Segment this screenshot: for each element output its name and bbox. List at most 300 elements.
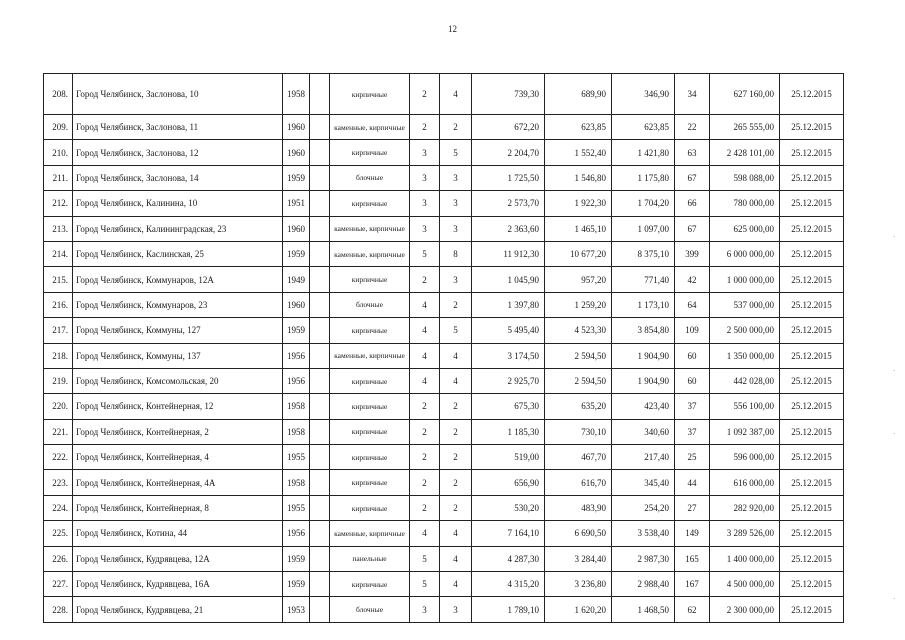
living-area-cell: 1 552,40 <box>545 140 612 165</box>
residential-area-cell: 1 173,10 <box>612 292 675 317</box>
blank-cell <box>310 241 330 266</box>
blank-cell <box>310 292 330 317</box>
floors-cell: 4 <box>410 368 440 393</box>
address-cell: Город Челябинск, Каслинская, 25 <box>73 241 283 266</box>
date-cell: 25.12.2015 <box>780 495 844 520</box>
floors-cell: 3 <box>410 191 440 216</box>
total-area-cell: 7 164,10 <box>472 521 545 546</box>
total-area-cell: 739,30 <box>472 74 545 115</box>
blank-cell <box>310 546 330 571</box>
living-area-cell: 1 259,20 <box>545 292 612 317</box>
residents-cell: 167 <box>675 572 710 597</box>
row-number: 211. <box>44 165 73 190</box>
year-cell: 1951 <box>283 191 310 216</box>
residential-area-cell: 3 854,80 <box>612 318 675 343</box>
address-cell: Город Челябинск, Коммунаров, 23 <box>73 292 283 317</box>
material-cell: блочные <box>330 165 410 190</box>
total-area-cell: 4 287,30 <box>472 546 545 571</box>
residential-area-cell: 345,40 <box>612 470 675 495</box>
cost-cell: 598 088,00 <box>710 165 780 190</box>
entrances-cell: 2 <box>440 394 472 419</box>
table-row <box>44 318 844 343</box>
living-area-cell: 3 284,40 <box>545 546 612 571</box>
table-row <box>44 216 844 241</box>
date-cell: 25.12.2015 <box>780 546 844 571</box>
entrances-cell: 3 <box>440 165 472 190</box>
table-row <box>44 241 844 266</box>
year-cell: 1960 <box>283 115 310 140</box>
floors-cell: 4 <box>410 292 440 317</box>
blank-cell <box>310 165 330 190</box>
material-cell: каменные, кирпичные <box>330 343 410 368</box>
address-cell: Город Челябинск, Заслонова, 14 <box>73 165 283 190</box>
floors-cell: 2 <box>410 115 440 140</box>
material-cell: каменные, кирпичные <box>330 521 410 546</box>
residents-cell: 399 <box>675 241 710 266</box>
total-area-cell: 530,20 <box>472 495 545 520</box>
table-row <box>44 191 844 216</box>
table-row <box>44 74 844 115</box>
residents-cell: 22 <box>675 115 710 140</box>
entrances-cell: 3 <box>440 597 472 622</box>
address-cell: Город Челябинск, Калининградская, 23 <box>73 216 283 241</box>
floors-cell: 3 <box>410 165 440 190</box>
material-cell: кирпичные <box>330 140 410 165</box>
year-cell: 1958 <box>283 470 310 495</box>
living-area-cell: 10 677,20 <box>545 241 612 266</box>
entrances-cell: 5 <box>440 318 472 343</box>
residential-area-cell: 1 421,80 <box>612 140 675 165</box>
floors-cell: 5 <box>410 572 440 597</box>
living-area-cell: 6 690,50 <box>545 521 612 546</box>
row-number: 209. <box>44 115 73 140</box>
cost-cell: 537 000,00 <box>710 292 780 317</box>
blank-cell <box>310 445 330 470</box>
entrances-cell: 4 <box>440 343 472 368</box>
residents-cell: 66 <box>675 191 710 216</box>
scan-edge-mark: · <box>893 233 896 241</box>
row-number: 210. <box>44 140 73 165</box>
cost-cell: 1 400 000,00 <box>710 546 780 571</box>
year-cell: 1956 <box>283 343 310 368</box>
residential-area-cell: 217,40 <box>612 445 675 470</box>
blank-cell <box>310 74 330 115</box>
residents-cell: 37 <box>675 394 710 419</box>
entrances-cell: 2 <box>440 292 472 317</box>
scan-edge-mark: · <box>893 430 896 438</box>
total-area-cell: 2 204,70 <box>472 140 545 165</box>
residential-area-cell: 340,60 <box>612 419 675 444</box>
cost-cell: 2 300 000,00 <box>710 597 780 622</box>
date-cell: 25.12.2015 <box>780 368 844 393</box>
date-cell: 25.12.2015 <box>780 445 844 470</box>
total-area-cell: 2 925,70 <box>472 368 545 393</box>
row-number: 221. <box>44 419 73 444</box>
blank-cell <box>310 115 330 140</box>
address-cell: Город Челябинск, Контейнерная, 8 <box>73 495 283 520</box>
total-area-cell: 11 912,30 <box>472 241 545 266</box>
total-area-cell: 519,00 <box>472 445 545 470</box>
date-cell: 25.12.2015 <box>780 165 844 190</box>
address-cell: Город Челябинск, Кудрявцева, 16А <box>73 572 283 597</box>
address-cell: Город Челябинск, Контейнерная, 4 <box>73 445 283 470</box>
living-area-cell: 2 594,50 <box>545 368 612 393</box>
material-cell: кирпичные <box>330 74 410 115</box>
living-area-cell: 4 523,30 <box>545 318 612 343</box>
entrances-cell: 5 <box>440 140 472 165</box>
living-area-cell: 623,85 <box>545 115 612 140</box>
blank-cell <box>310 216 330 241</box>
residential-area-cell: 1 175,80 <box>612 165 675 190</box>
address-cell: Город Челябинск, Заслонова, 10 <box>73 74 283 115</box>
residents-cell: 34 <box>675 74 710 115</box>
material-cell: кирпичные <box>330 495 410 520</box>
date-cell: 25.12.2015 <box>780 292 844 317</box>
row-number: 228. <box>44 597 73 622</box>
scan-edge-mark: · <box>893 595 896 603</box>
floors-cell: 2 <box>410 445 440 470</box>
cost-cell: 616 000,00 <box>710 470 780 495</box>
address-cell: Город Челябинск, Заслонова, 11 <box>73 115 283 140</box>
material-cell: кирпичные <box>330 191 410 216</box>
floors-cell: 2 <box>410 495 440 520</box>
address-cell: Город Челябинск, Контейнерная, 2 <box>73 419 283 444</box>
entrances-cell: 4 <box>440 572 472 597</box>
material-cell: кирпичные <box>330 394 410 419</box>
table-row <box>44 521 844 546</box>
table-row <box>44 115 844 140</box>
floors-cell: 2 <box>410 267 440 292</box>
blank-cell <box>310 343 330 368</box>
material-cell: кирпичные <box>330 267 410 292</box>
page-number: 12 <box>448 24 457 34</box>
row-number: 225. <box>44 521 73 546</box>
year-cell: 1956 <box>283 521 310 546</box>
living-area-cell: 3 236,80 <box>545 572 612 597</box>
table-body <box>44 74 844 623</box>
blank-cell <box>310 419 330 444</box>
row-number: 215. <box>44 267 73 292</box>
cost-cell: 4 500 000,00 <box>710 572 780 597</box>
date-cell: 25.12.2015 <box>780 241 844 266</box>
total-area-cell: 3 174,50 <box>472 343 545 368</box>
entrances-cell: 4 <box>440 74 472 115</box>
date-cell: 25.12.2015 <box>780 267 844 292</box>
year-cell: 1956 <box>283 368 310 393</box>
total-area-cell: 1 185,30 <box>472 419 545 444</box>
blank-cell <box>310 521 330 546</box>
year-cell: 1958 <box>283 419 310 444</box>
cost-cell: 282 920,00 <box>710 495 780 520</box>
residents-cell: 165 <box>675 546 710 571</box>
year-cell: 1960 <box>283 292 310 317</box>
table-row <box>44 572 844 597</box>
living-area-cell: 1 922,30 <box>545 191 612 216</box>
address-cell: Город Челябинск, Кудрявцева, 21 <box>73 597 283 622</box>
address-cell: Город Челябинск, Коммунаров, 12А <box>73 267 283 292</box>
residents-cell: 64 <box>675 292 710 317</box>
residents-cell: 67 <box>675 165 710 190</box>
total-area-cell: 1 045,90 <box>472 267 545 292</box>
address-cell: Город Челябинск, Заслонова, 12 <box>73 140 283 165</box>
material-cell: кирпичные <box>330 419 410 444</box>
residential-area-cell: 1 904,90 <box>612 368 675 393</box>
cost-cell: 625 000,00 <box>710 216 780 241</box>
date-cell: 25.12.2015 <box>780 521 844 546</box>
entrances-cell: 4 <box>440 521 472 546</box>
entrances-cell: 2 <box>440 115 472 140</box>
cost-cell: 3 289 526,00 <box>710 521 780 546</box>
residential-area-cell: 8 375,10 <box>612 241 675 266</box>
residential-area-cell: 623,85 <box>612 115 675 140</box>
table-row <box>44 368 844 393</box>
cost-cell: 1 092 387,00 <box>710 419 780 444</box>
residential-area-cell: 346,90 <box>612 74 675 115</box>
address-cell: Город Челябинск, Калинина, 10 <box>73 191 283 216</box>
total-area-cell: 5 495,40 <box>472 318 545 343</box>
material-cell: кирпичные <box>330 318 410 343</box>
residential-area-cell: 771,40 <box>612 267 675 292</box>
living-area-cell: 2 594,50 <box>545 343 612 368</box>
material-cell: кирпичные <box>330 445 410 470</box>
year-cell: 1958 <box>283 394 310 419</box>
total-area-cell: 672,20 <box>472 115 545 140</box>
residents-cell: 37 <box>675 419 710 444</box>
date-cell: 25.12.2015 <box>780 394 844 419</box>
scan-edge-mark: · <box>893 367 896 375</box>
entrances-cell: 3 <box>440 216 472 241</box>
residents-cell: 60 <box>675 368 710 393</box>
year-cell: 1959 <box>283 546 310 571</box>
living-area-cell: 730,10 <box>545 419 612 444</box>
date-cell: 25.12.2015 <box>780 419 844 444</box>
year-cell: 1959 <box>283 572 310 597</box>
total-area-cell: 1 397,80 <box>472 292 545 317</box>
row-number: 222. <box>44 445 73 470</box>
material-cell: кирпичные <box>330 572 410 597</box>
blank-cell <box>310 597 330 622</box>
living-area-cell: 1 620,20 <box>545 597 612 622</box>
blank-cell <box>310 470 330 495</box>
entrances-cell: 4 <box>440 546 472 571</box>
living-area-cell: 689,90 <box>545 74 612 115</box>
floors-cell: 5 <box>410 241 440 266</box>
row-number: 219. <box>44 368 73 393</box>
date-cell: 25.12.2015 <box>780 216 844 241</box>
address-cell: Город Челябинск, Кудрявцева, 12А <box>73 546 283 571</box>
row-number: 217. <box>44 318 73 343</box>
floors-cell: 2 <box>410 74 440 115</box>
date-cell: 25.12.2015 <box>780 343 844 368</box>
date-cell: 25.12.2015 <box>780 597 844 622</box>
residential-area-cell: 1 097,00 <box>612 216 675 241</box>
row-number: 212. <box>44 191 73 216</box>
total-area-cell: 675,30 <box>472 394 545 419</box>
total-area-cell: 4 315,20 <box>472 572 545 597</box>
row-number: 224. <box>44 495 73 520</box>
row-number: 226. <box>44 546 73 571</box>
floors-cell: 3 <box>410 140 440 165</box>
table-row <box>44 445 844 470</box>
material-cell: кирпичные <box>330 470 410 495</box>
row-number: 220. <box>44 394 73 419</box>
cost-cell: 1 000 000,00 <box>710 267 780 292</box>
blank-cell <box>310 318 330 343</box>
floors-cell: 4 <box>410 318 440 343</box>
row-number: 223. <box>44 470 73 495</box>
residential-area-cell: 254,20 <box>612 495 675 520</box>
table-row <box>44 546 844 571</box>
cost-cell: 596 000,00 <box>710 445 780 470</box>
table-row <box>44 267 844 292</box>
entrances-cell: 4 <box>440 368 472 393</box>
residential-area-cell: 3 538,40 <box>612 521 675 546</box>
residents-cell: 67 <box>675 216 710 241</box>
residents-cell: 60 <box>675 343 710 368</box>
date-cell: 25.12.2015 <box>780 191 844 216</box>
total-area-cell: 2 363,60 <box>472 216 545 241</box>
year-cell: 1960 <box>283 140 310 165</box>
residents-cell: 42 <box>675 267 710 292</box>
date-cell: 25.12.2015 <box>780 318 844 343</box>
cost-cell: 627 160,00 <box>710 74 780 115</box>
material-cell: кирпичные <box>330 368 410 393</box>
total-area-cell: 1 725,50 <box>472 165 545 190</box>
material-cell: каменные, кирпичные <box>330 216 410 241</box>
year-cell: 1960 <box>283 216 310 241</box>
year-cell: 1955 <box>283 495 310 520</box>
year-cell: 1955 <box>283 445 310 470</box>
row-number: 216. <box>44 292 73 317</box>
table-row <box>44 343 844 368</box>
cost-cell: 442 028,00 <box>710 368 780 393</box>
residential-area-cell: 1 468,50 <box>612 597 675 622</box>
year-cell: 1959 <box>283 241 310 266</box>
floors-cell: 3 <box>410 597 440 622</box>
blank-cell <box>310 140 330 165</box>
row-number: 227. <box>44 572 73 597</box>
floors-cell: 2 <box>410 470 440 495</box>
address-cell: Город Челябинск, Контейнерная, 4А <box>73 470 283 495</box>
residential-area-cell: 423,40 <box>612 394 675 419</box>
table-row <box>44 495 844 520</box>
floors-cell: 4 <box>410 343 440 368</box>
cost-cell: 780 000,00 <box>710 191 780 216</box>
entrances-cell: 2 <box>440 495 472 520</box>
blank-cell <box>310 368 330 393</box>
living-area-cell: 957,20 <box>545 267 612 292</box>
residential-area-cell: 1 704,20 <box>612 191 675 216</box>
residential-area-cell: 2 988,40 <box>612 572 675 597</box>
entrances-cell: 2 <box>440 445 472 470</box>
residents-cell: 62 <box>675 597 710 622</box>
date-cell: 25.12.2015 <box>780 140 844 165</box>
address-cell: Город Челябинск, Контейнерная, 12 <box>73 394 283 419</box>
table-row <box>44 140 844 165</box>
table-row <box>44 419 844 444</box>
year-cell: 1958 <box>283 74 310 115</box>
address-cell: Город Челябинск, Котина, 44 <box>73 521 283 546</box>
entrances-cell: 2 <box>440 419 472 444</box>
cost-cell: 6 000 000,00 <box>710 241 780 266</box>
blank-cell <box>310 495 330 520</box>
residents-cell: 44 <box>675 470 710 495</box>
cost-cell: 2 428 101,00 <box>710 140 780 165</box>
total-area-cell: 656,90 <box>472 470 545 495</box>
total-area-cell: 1 789,10 <box>472 597 545 622</box>
blank-cell <box>310 191 330 216</box>
residential-area-cell: 2 987,30 <box>612 546 675 571</box>
living-area-cell: 635,20 <box>545 394 612 419</box>
residents-cell: 63 <box>675 140 710 165</box>
blank-cell <box>310 267 330 292</box>
material-cell: блочные <box>330 292 410 317</box>
residents-cell: 109 <box>675 318 710 343</box>
blank-cell <box>310 394 330 419</box>
residents-cell: 27 <box>675 495 710 520</box>
material-cell: блочные <box>330 597 410 622</box>
housing-register-table <box>43 73 844 623</box>
cost-cell: 1 350 000,00 <box>710 343 780 368</box>
cost-cell: 265 555,00 <box>710 115 780 140</box>
address-cell: Город Челябинск, Коммуны, 137 <box>73 343 283 368</box>
floors-cell: 3 <box>410 216 440 241</box>
date-cell: 25.12.2015 <box>780 572 844 597</box>
material-cell: каменные, кирпичные <box>330 115 410 140</box>
table-row <box>44 597 844 622</box>
year-cell: 1959 <box>283 318 310 343</box>
row-number: 214. <box>44 241 73 266</box>
year-cell: 1953 <box>283 597 310 622</box>
address-cell: Город Челябинск, Коммуны, 127 <box>73 318 283 343</box>
residential-area-cell: 1 904,90 <box>612 343 675 368</box>
year-cell: 1949 <box>283 267 310 292</box>
floors-cell: 2 <box>410 394 440 419</box>
entrances-cell: 8 <box>440 241 472 266</box>
table-row <box>44 394 844 419</box>
date-cell: 25.12.2015 <box>780 470 844 495</box>
living-area-cell: 483,90 <box>545 495 612 520</box>
row-number: 208. <box>44 74 73 115</box>
row-number: 218. <box>44 343 73 368</box>
year-cell: 1959 <box>283 165 310 190</box>
residents-cell: 149 <box>675 521 710 546</box>
table-row <box>44 165 844 190</box>
total-area-cell: 2 573,70 <box>472 191 545 216</box>
address-cell: Город Челябинск, Комсомольская, 20 <box>73 368 283 393</box>
blank-cell <box>310 572 330 597</box>
residents-cell: 25 <box>675 445 710 470</box>
entrances-cell: 3 <box>440 191 472 216</box>
living-area-cell: 1 546,80 <box>545 165 612 190</box>
cost-cell: 2 500 000,00 <box>710 318 780 343</box>
living-area-cell: 616,70 <box>545 470 612 495</box>
floors-cell: 4 <box>410 521 440 546</box>
material-cell: панельные <box>330 546 410 571</box>
table-row <box>44 470 844 495</box>
floors-cell: 2 <box>410 419 440 444</box>
cost-cell: 556 100,00 <box>710 394 780 419</box>
material-cell: каменные, кирпичные <box>330 241 410 266</box>
living-area-cell: 467,70 <box>545 445 612 470</box>
entrances-cell: 3 <box>440 267 472 292</box>
entrances-cell: 2 <box>440 470 472 495</box>
table-row <box>44 292 844 317</box>
date-cell: 25.12.2015 <box>780 74 844 115</box>
date-cell: 25.12.2015 <box>780 115 844 140</box>
row-number: 213. <box>44 216 73 241</box>
floors-cell: 5 <box>410 546 440 571</box>
